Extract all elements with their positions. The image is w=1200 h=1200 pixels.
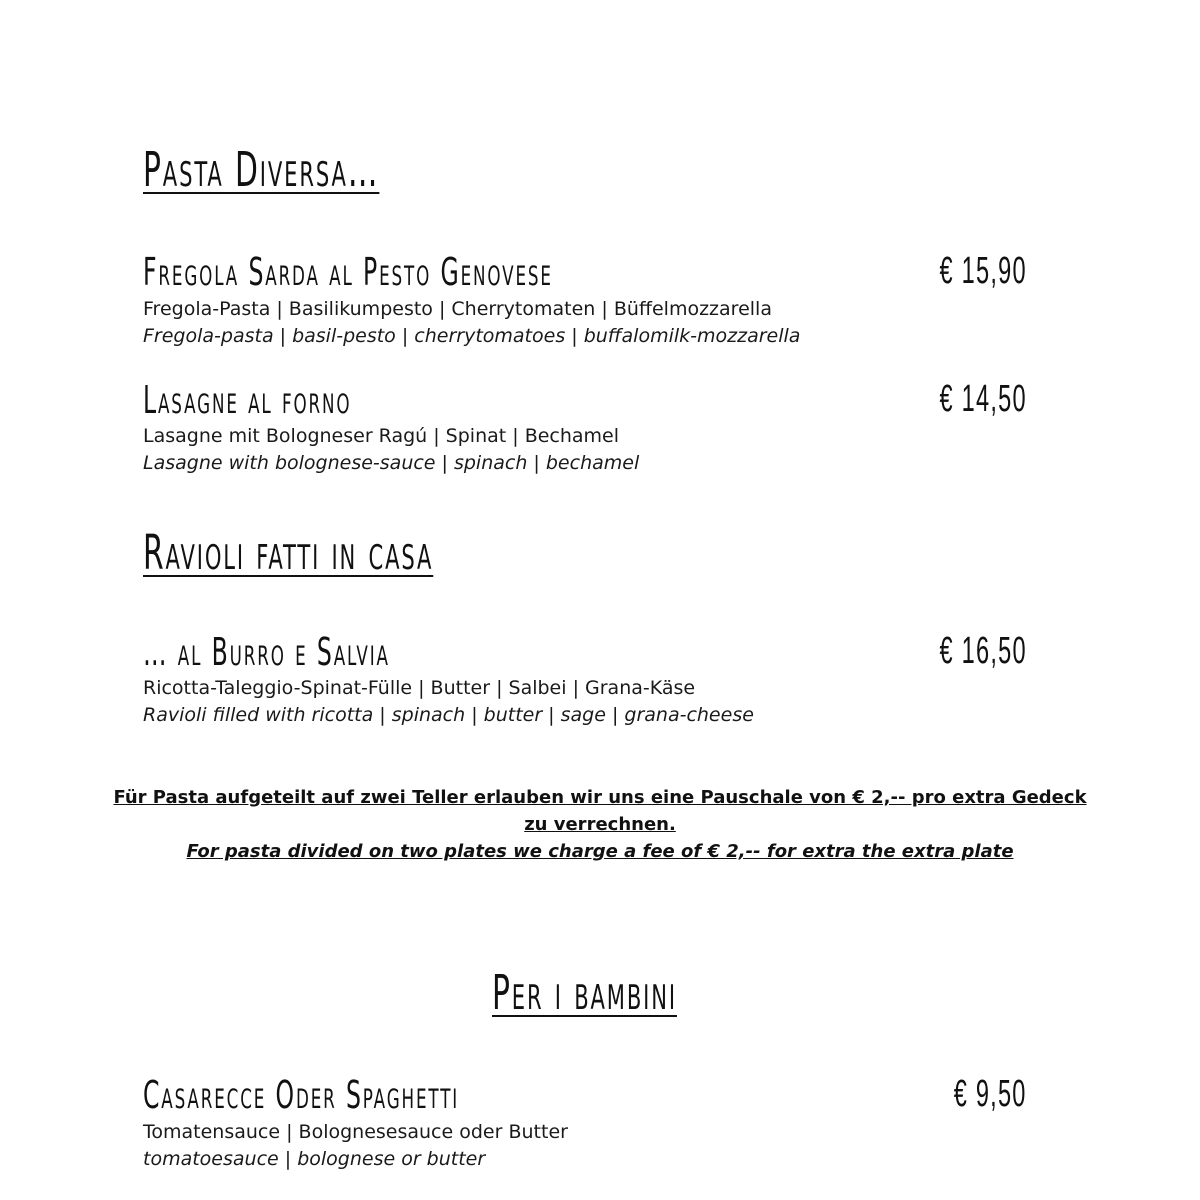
- section-title-per-i-bambini: Per i bambini: [492, 965, 677, 1021]
- menu-item-description-en: Fregola-pasta | basil-pesto | cherrytomatoes | buffalomilk-mozzarella: [143, 325, 801, 347]
- menu-item-description-de: Fregola-Pasta | Basilikumpesto | Cherrytomaten | Büffelmozzarella: [143, 298, 772, 320]
- menu-item-name: Fregola Sarda al Pesto Genovese: [143, 250, 553, 294]
- menu-item-price: € 15,90: [939, 250, 1027, 292]
- menu-item-description-de: Ricotta-Taleggio-Spinat-Fülle | Butter | Salbei | Grana-Käse: [143, 677, 696, 699]
- menu-item-description-en: Ravioli filled with ricotta | spinach | butter | sage | grana-cheese: [143, 704, 754, 726]
- menu-item-name: Lasagne al forno: [143, 378, 352, 422]
- menu-item-name: … al Burro e Salvia: [143, 630, 390, 674]
- section-title-ravioli: Ravioli fatti in casa: [143, 525, 434, 581]
- menu-item-description-en: Lasagne with bolognese-sauce | spinach | bechamel: [143, 452, 640, 474]
- menu-item-name: Casarecce Oder Spaghetti: [143, 1073, 460, 1117]
- menu-item-description-de: Tomatensauce | Bolognesesauce oder Butter: [143, 1121, 568, 1143]
- menu-item-description-en: tomatoesauce | bolognese or butter: [143, 1148, 486, 1170]
- menu-item-price: € 9,50: [954, 1073, 1027, 1115]
- section-title-pasta-diversa: Pasta Diversa…: [143, 142, 380, 198]
- menu-item-description-de: Lasagne mit Bologneser Ragú | Spinat | Bechamel: [143, 425, 620, 447]
- sharing-fee-note-en: For pasta divided on two plates we charge a fee of € 2,-- for extra the extra plate: [186, 841, 1014, 862]
- menu-item-price: € 14,50: [939, 378, 1027, 420]
- sharing-fee-note-de: Für Pasta aufgeteilt auf zwei Teller erlauben wir uns eine Pauschale von € 2,-- pro extra Gedeck zu verrechnen.: [113, 787, 1087, 835]
- menu-item-price: € 16,50: [939, 630, 1027, 672]
